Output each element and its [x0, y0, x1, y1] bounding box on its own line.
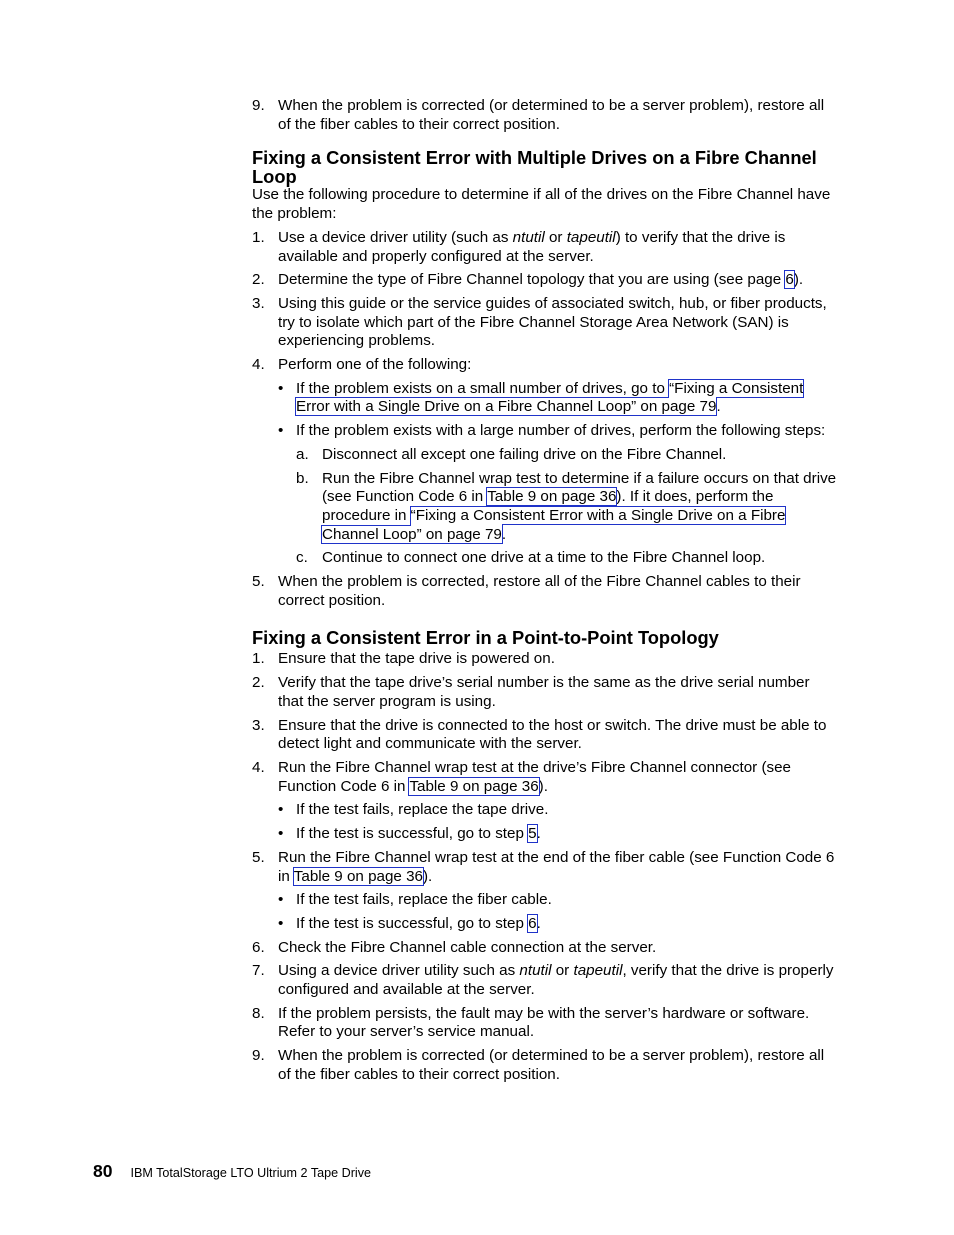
text-run: or — [544, 228, 567, 246]
text-run: If the problem exists on a small number of drives, go to — [296, 379, 670, 397]
item-number: 2. — [252, 271, 265, 289]
item-text: If the problem persists, the fault may be with the server’s hardware or software. Refer to your server’s service manual. — [278, 1004, 810, 1041]
book-title: IBM TotalStorage LTO Ultrium 2 Tape Drive — [130, 1166, 372, 1180]
sub-step — [296, 549, 838, 568]
item-number: 1. — [252, 650, 265, 668]
sub-step-letter: c. — [296, 549, 308, 567]
link-page-6[interactable]: 6 — [785, 271, 794, 289]
item-text: When the problem is corrected (or determined to be a server problem), restore all of the fiber cables to their correct position. — [278, 97, 825, 133]
text-run: . — [536, 825, 541, 843]
list-item — [252, 295, 838, 351]
item-number: 5. — [252, 848, 265, 866]
text-run: ). — [423, 867, 433, 885]
emphasis-tapeutil: tapeutil — [566, 228, 616, 246]
bullet-icon: • — [278, 422, 284, 440]
list-item — [252, 674, 838, 711]
list-item — [252, 650, 838, 669]
item-text: Continue to connect one drive at a time to the Fibre Channel loop. — [322, 549, 766, 567]
emphasis-tapeutil: tapeutil — [573, 962, 623, 980]
text-run: If the test is successful, go to step — [296, 914, 529, 932]
text-run: Use a device driver utility (such as — [278, 228, 513, 246]
item-text: Check the Fibre Channel cable connection at the server. — [278, 938, 657, 956]
link-single-drive-loop[interactable]: “Fixing a Consistent Error with a Single Drive on a Fibre Channel Loop” on page 79 — [296, 379, 804, 416]
text-run: . — [501, 525, 507, 543]
sub-step — [296, 446, 838, 465]
list-item — [252, 962, 838, 999]
text-run: . — [716, 398, 721, 416]
text-run: Run the Fibre Channel wrap test at the end of the fiber cable (see Function Code 6 in — [278, 848, 835, 885]
text-run: ). — [538, 777, 548, 795]
item-text: Using this guide or the service guides of associated switch, hub, or fiber products, try to isolate which part of the Fibre Channel Storage Area Network (SAN) is experiencing problems. — [278, 294, 827, 350]
link-table-9[interactable]: Table 9 on page 36 — [487, 488, 617, 506]
text-run: If the test is successful, go to step — [296, 825, 529, 843]
list-item — [252, 1047, 838, 1084]
item-text: If the test fails, replace the tape drive. — [296, 801, 549, 819]
list-item — [252, 271, 838, 290]
item-number: 7. — [252, 962, 265, 980]
section-heading-multiple-drives: Fixing a Consistent Error with Multiple Drives on a Fibre Channel Loop — [252, 147, 817, 188]
item-text: Disconnect all except one failing drive on the Fibre Channel. — [322, 445, 727, 463]
bullet-item — [278, 380, 838, 417]
item-text: When the problem is corrected, restore all of the Fibre Channel cables to their correct position. — [278, 573, 801, 609]
bullet-item — [278, 915, 838, 934]
sub-step-letter: a. — [296, 445, 309, 463]
item-text: Ensure that the tape drive is powered on. — [278, 650, 555, 668]
item-number: 6. — [252, 938, 265, 956]
item-text: Verify that the tape drive’s serial number is the same as the drive serial number that the server program is using. — [278, 674, 810, 710]
text-run: , verify that the drive is properly configured and available at the server. — [278, 962, 834, 999]
item-number: 4. — [252, 356, 265, 374]
text-run: ) to verify that the drive is available and properly configured at the server. — [278, 228, 786, 265]
link-step-5[interactable]: 5 — [528, 825, 537, 843]
sub-step — [296, 470, 838, 545]
item-text: When the problem is corrected (or determined to be a server problem), restore all of the fiber cables to their correct position. — [278, 1047, 825, 1083]
list-item — [252, 356, 838, 375]
list-item — [252, 1005, 838, 1042]
item-number: 4. — [252, 758, 265, 776]
link-step-6[interactable]: 6 — [528, 914, 537, 932]
link-single-drive-loop[interactable]: “Fixing a Consistent Error with a Single Drive on a Fibre Channel Loop” on page 79 — [322, 506, 786, 543]
section-heading-point-to-point: Fixing a Consistent Error in a Point-to-Point Topology — [252, 627, 719, 649]
item-number: 9. — [252, 97, 265, 114]
link-table-9[interactable]: Table 9 on page 36 — [293, 867, 423, 885]
item-number: 3. — [252, 716, 265, 734]
list-item — [252, 849, 838, 886]
text-run: . — [536, 914, 541, 932]
bullet-icon: • — [278, 379, 284, 397]
item-text: If the test fails, replace the fiber cable. — [296, 891, 552, 909]
item-number: 1. — [252, 228, 265, 246]
sub-step-letter: b. — [296, 469, 309, 487]
emphasis-ntutil: ntutil — [512, 228, 545, 246]
item-text: Perform one of the following: — [278, 356, 472, 374]
text-run: Using a device driver utility such as — [278, 962, 520, 980]
item-number: 3. — [252, 294, 265, 312]
list-item — [252, 573, 838, 610]
bullet-icon: • — [278, 801, 284, 819]
bullet-item — [278, 825, 838, 844]
text-run: Run the Fibre Channel wrap test to determine if a failure occurs on that drive (see Function Code 6 in — [322, 469, 837, 506]
emphasis-ntutil: ntutil — [519, 962, 552, 980]
list-item — [252, 97, 838, 134]
list-item — [252, 229, 838, 266]
item-number: 8. — [252, 1004, 265, 1022]
page-number: 80 — [93, 1161, 113, 1181]
item-number: 9. — [252, 1047, 265, 1065]
bullet-icon: • — [278, 914, 284, 932]
item-text: If the problem exists with a large number of drives, perform the following steps: — [296, 422, 826, 440]
list-item — [252, 759, 838, 796]
text-run: Run the Fibre Channel wrap test at the drive’s Fibre Channel connector (see Function Code 6 in — [278, 758, 791, 795]
text-run: or — [551, 962, 574, 980]
item-number: 5. — [252, 573, 265, 591]
list-item — [252, 939, 838, 958]
item-text: Ensure that the drive is connected to the host or switch. The drive must be able to detect light and communicate with the server. — [278, 716, 827, 753]
bullet-item — [278, 422, 838, 441]
page-footer — [93, 1161, 371, 1182]
text-run: ). If it does, perform the procedure in — [322, 488, 774, 524]
section-intro: Use the following procedure to determine if all of the drives on the Fibre Channel have the problem: — [252, 186, 831, 223]
link-table-9[interactable]: Table 9 on page 36 — [409, 777, 539, 795]
bullet-icon: • — [278, 891, 284, 909]
list-item — [252, 717, 838, 754]
bullet-icon: • — [278, 825, 284, 843]
text-run: ). — [793, 271, 804, 289]
page-content — [252, 97, 838, 1090]
bullet-item — [278, 891, 838, 910]
text-run: Determine the type of Fibre Channel topology that you are using (see page — [278, 271, 786, 289]
bullet-item — [278, 801, 838, 820]
item-number: 2. — [252, 674, 265, 692]
